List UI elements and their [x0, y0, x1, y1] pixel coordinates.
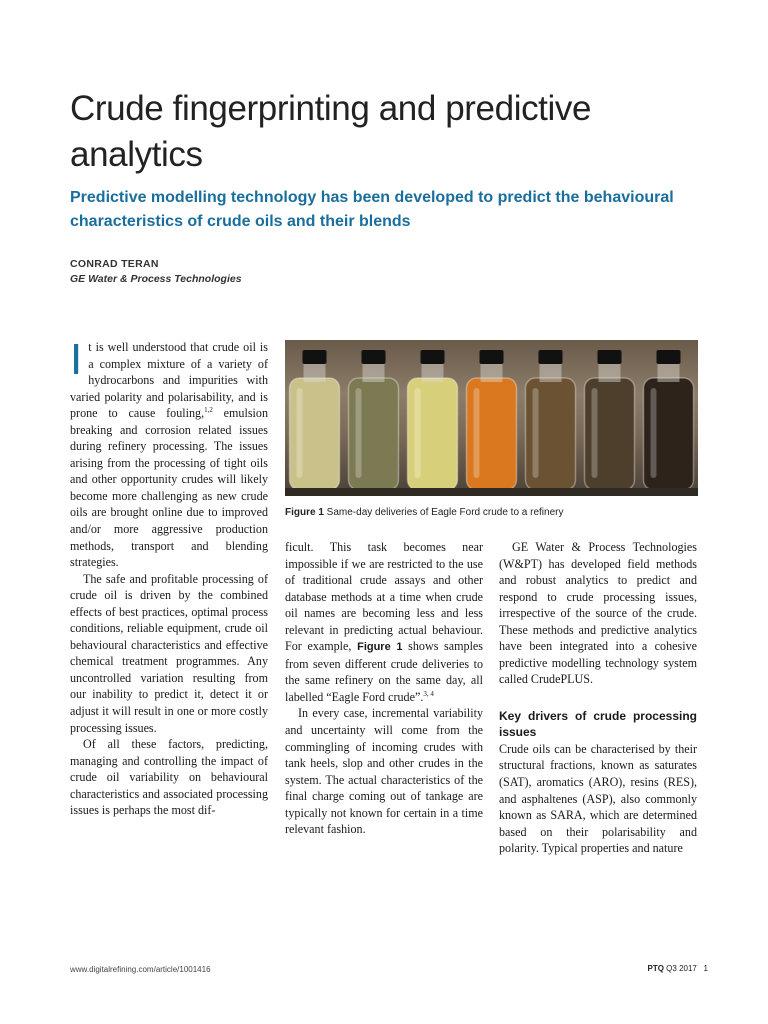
- section-heading-key-drivers: Key drivers of crude processing issues: [499, 708, 697, 740]
- footer-issue: Q3 2017: [663, 964, 697, 973]
- bottle: [585, 350, 635, 490]
- bottle: [644, 350, 694, 490]
- figure-1-photo: [285, 340, 698, 496]
- figure-1-reference: Figure 1: [357, 641, 403, 654]
- author-affiliation: GE Water & Process Technologies: [70, 273, 242, 285]
- footer-journal-info: [648, 964, 709, 973]
- footer-url: www.digitalrefining.com/article/1001416: [70, 965, 211, 974]
- body-column-3: [499, 539, 697, 857]
- drop-cap: I: [70, 335, 83, 384]
- bottle: [526, 350, 576, 490]
- caption-text: Same-day deliveries of Eagle Ford crude to a refinery: [323, 507, 564, 518]
- citation-1-2: 1,2: [204, 406, 213, 415]
- footer-journal: PTQ: [647, 964, 664, 973]
- article-subtitle: Predictive modelling technology has been developed to predict the behavioural characteristics of crude oils and their blends: [70, 189, 674, 230]
- figure-1-caption: [285, 507, 705, 518]
- citation-3-4: 3, 4: [423, 689, 434, 698]
- bottle: [349, 350, 399, 490]
- bottle: [467, 350, 517, 490]
- article-title: Crude fingerprinting and predictive analytics: [70, 89, 592, 174]
- intro-text-b: emulsion breaking and corrosion related issues during refinery processing. The issues arising from the processing of tight oils and other opportunity crudes will likely become more challenging as new crude oils are brought online due to improved and/or more aggressive production methods, transport and blending strategies.: [70, 406, 269, 570]
- crude-bottles-image: [285, 340, 698, 496]
- paragraph-intro: [70, 335, 269, 571]
- paragraph-factors: Of all these factors, predicting, managing and controlling the impact of crude oil variability on behavioural characteristics and associated processing issues is perhaps the most dif-: [70, 737, 268, 818]
- author-name: CONRAD TERAN: [70, 258, 159, 270]
- bottle: [290, 350, 340, 490]
- paragraph-ge-wpt: GE Water & Process Technologies (W&PT) has developed field methods and robust analytics to predict and respond to crude processing issues, irrespective of the source of the crude. These methods and predictive analytics have been integrated into a cohesive predictive modelling technology system called CrudePLUS.: [499, 540, 697, 687]
- body-column-1: [70, 335, 269, 819]
- paragraph-difficult: [285, 539, 483, 705]
- paragraph-sara: Crude oils can be characterised by their structural fractions, known as saturates (SAT), aromatics (ARO), resins (RES), and asphaltenes (ASP), also commonly known as SARA, which are determined based on their polarisability and polarity. Typical properties and nature: [499, 741, 697, 856]
- body-column-2: [285, 539, 483, 838]
- paragraph-safe-processing: The safe and profitable processing of crude oil is driven by the combined effects of best practices, optimal process conditions, reliable equipment, crude oil behavioural characteristics and effective chemical treatment programmes. Any uncontrolled variation resulting from our inability to predict it, detect it or adjust it will result in one or more costly processing issues.: [70, 571, 268, 735]
- difficult-text-a: ficult. This task becomes near impossible if we are restricted to the use of traditional crude assays and other database methods at a time when crude oil names are becoming less and less relevant in predicting actual behaviour. For example,: [285, 540, 483, 654]
- bench-surface: [285, 488, 698, 496]
- difficult-text-b: shows samples from seven different crude deliveries to the same refinery on the same day, all labelled “Eagle Ford crude”.: [285, 639, 484, 704]
- paragraph-variability: In every case, incremental variability and uncertainty will come from the commingling of incoming crudes with tank heels, slop and other crudes in the system. The actual characteristics of the final charge coming out of tankage are typically not known for certain in a time relevant fashion.: [285, 706, 483, 837]
- caption-label: Figure 1: [285, 507, 324, 518]
- intro-text-a: t is well understood that crude oil is a complex mixture of a variety of hydrocarbons and impurities with varied polarity and polarisability, and is prone to cause fouling,: [70, 340, 268, 421]
- bottle: [408, 350, 458, 490]
- footer-page-number: 1: [703, 964, 708, 973]
